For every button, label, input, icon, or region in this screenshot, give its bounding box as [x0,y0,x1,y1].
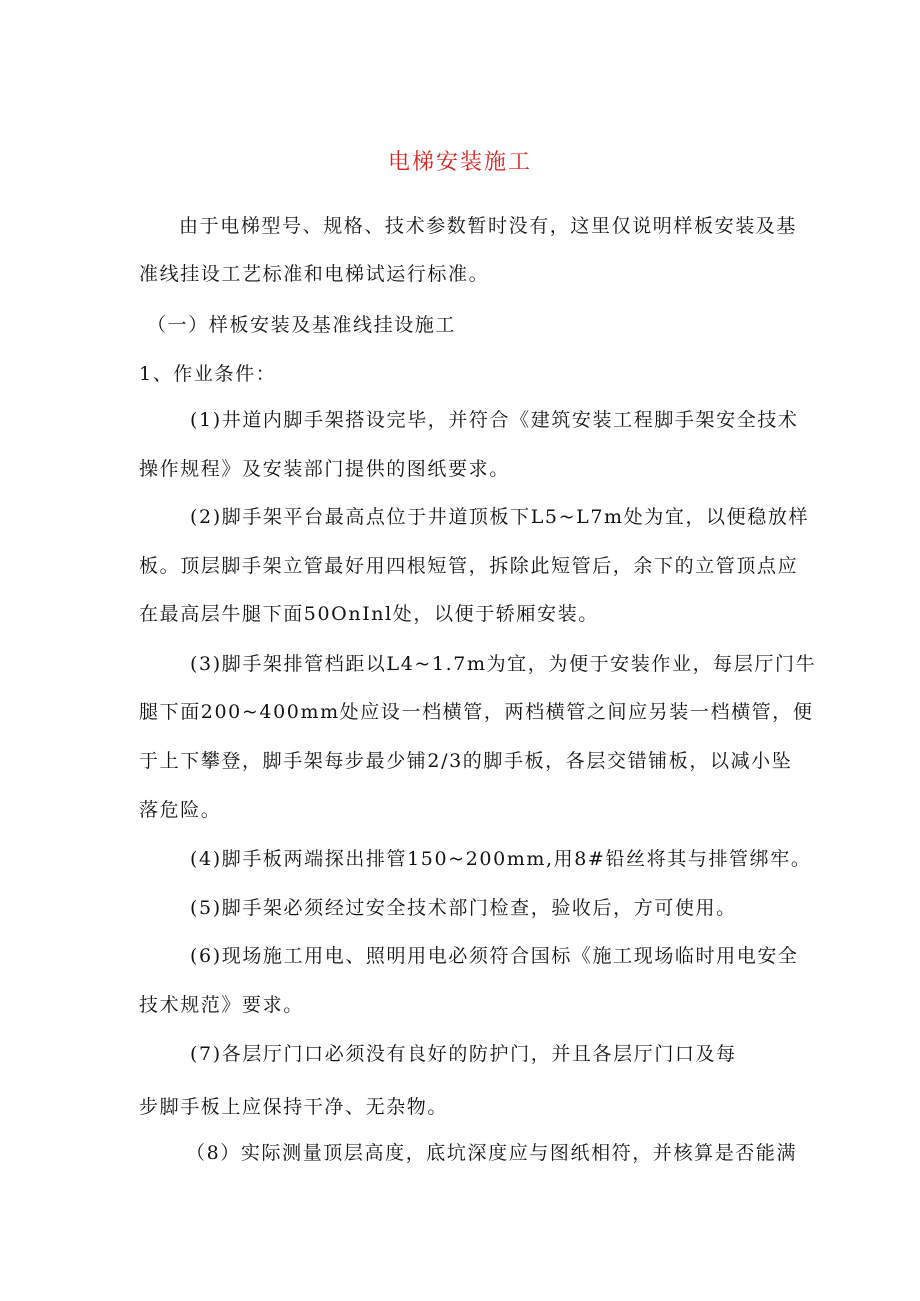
subsection-heading: 1、作业条件： [139,363,277,385]
paragraph-line: （8）实际测量顶层高度，底坑深度应与图纸相符，并核算是否能满 [186,1142,798,1164]
paragraph-line: (1)井道内脚手架搭设完毕，并符合《建筑安装工程脚手架安全技术 [190,409,799,431]
paragraph-line: (7)各层厅门口必须没有良好的防护门，并且各层厅门口及每 [190,1043,737,1065]
paragraph-line: 技术规范》要求。 [139,994,304,1016]
paragraph-line: 由于电梯型号、规格、技术参数暂时没有，这里仅说明样板安装及基 [179,215,798,237]
paragraph-line: 操作规程》及安装部门提供的图纸要求。 [139,458,510,480]
paragraph-line: (5)脚手架必须经过安全技术部门检查，验收后，方可使用。 [190,897,737,919]
paragraph-line: 于上下攀登，脚手架每步最少铺2/3的脚手板，各层交错铺板，以减小坠 [139,750,793,772]
paragraph-line: 步脚手板上应保持干净、无杂物。 [139,1096,449,1118]
section-heading: （一）样板安装及基准线挂设施工 [147,314,457,336]
document-title: 电梯安装施工 [387,150,532,175]
paragraph-line: (6)现场施工用电、照明用电必须符合国标《施工现场临时用电安全 [190,945,799,967]
paragraph-line: 落危险。 [139,799,222,821]
paragraph-line: (4)脚手板两端探出排管150~200mm,用8#铅丝将其与排管绑牢。 [190,848,812,870]
paragraph-line: 腿下面200~400mm处应设一档横管，两档横管之间应另装一档横管，便 [139,701,814,723]
paragraph-line: 板。顶层脚手架立管最好用四根短管，拆除此短管后，余下的立管顶点应 [139,555,799,577]
paragraph-line: (2)脚手架平台最高点位于井道顶板下L5~L7m处为宜，以便稳放样 [190,506,810,528]
paragraph-line: (3)脚手架排管档距以L4~1.7m为宜，为便于安装作业，每层厅门牛 [190,653,817,675]
paragraph-line: 在最高层牛腿下面50OnInl处，以便于轿厢安装。 [139,603,599,625]
paragraph-line: 准线挂设工艺标准和电梯试运行标准。 [139,263,490,285]
